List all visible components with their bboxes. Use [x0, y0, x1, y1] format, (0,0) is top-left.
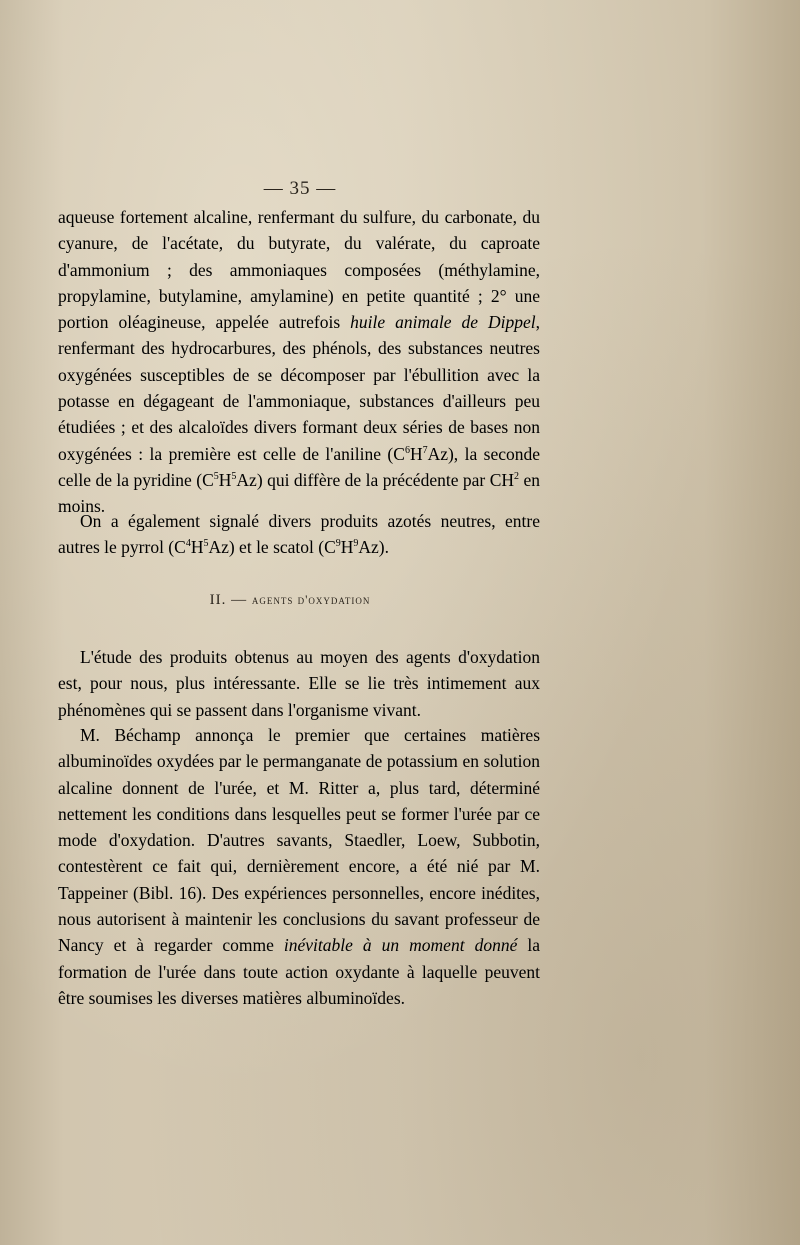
section-number: II.	[209, 592, 227, 608]
formula-sup: 6	[404, 444, 410, 456]
formula-sup: 7	[422, 444, 428, 456]
page-number: — 35 —	[263, 178, 337, 199]
formula-sup: 5	[203, 538, 209, 550]
paragraph4-italic: inévitable à un moment donné	[283, 935, 518, 956]
section-dash: —	[231, 592, 248, 608]
paragraph-neutral-products	[58, 508, 540, 561]
paragraph4-text-2: la formation de l'urée dans toute action oxydante à laquelle peuvent être soumises les diverses matières albuminoïdes.	[58, 935, 540, 1008]
paragraph2-text: On a également signalé divers produits azotés neutres, entre autres le pyrrol (C	[58, 511, 540, 558]
formula-sup: 5	[231, 471, 237, 483]
formula-sup: 9	[335, 538, 341, 550]
formula-text: Az), la seconde celle de la pyridine (C	[58, 443, 540, 490]
formula-sup: 9	[353, 538, 359, 550]
formula-sup: 4	[185, 538, 191, 550]
paragraph1-italic: huile animale de Dippel	[350, 312, 536, 333]
paragraph-oxidation-intro: L'étude des produits obtenus au moyen des agents d'oxydation est, pour nous, plus intéressante. Elle se lie très intimement aux phénomènes qui se passent dans l'organisme vivant.	[58, 647, 540, 720]
formula-sup: 5	[213, 471, 219, 483]
formula-sup: 2	[514, 471, 520, 483]
paragraph1-text: aqueuse fortement alcaline, renfermant du sulfure, du carbonate, du cyanure, de l'acétate, du butyrate, du valérate, du caproate d'ammonium ; des ammoniaques composées (méthylamine, propylamine, butylamine, amylamine) en petite quantité ; 2° une portion oléagineuse, appelée autrefois	[58, 207, 540, 333]
paragraph-bechamp	[58, 722, 540, 1011]
formula-text: en moins.	[58, 469, 540, 517]
formula-text: Az) et le scatol (C	[208, 537, 336, 558]
formula-text: H	[409, 443, 423, 464]
section-heading	[0, 592, 580, 609]
formula-text: Az).	[358, 537, 390, 558]
formula-text: H	[218, 469, 232, 490]
formula-text: H	[340, 537, 354, 558]
section-title: agents d'oxydation	[251, 592, 371, 607]
formula-text: H	[190, 537, 204, 558]
paragraph4-text: M. Béchamp annonça le premier que certaines matières albuminoïdes oxydées par le permanganate de potassium en solution alcaline donnent de l'urée, et M. Ritter a, plus tard, déterminé nettement les conditions dans lesquelles peut se former l'urée par ce mode d'oxydation. D'autres savants, Staedler, Loew, Subbotin, contestèrent ce fait qui, dernièrement encore, a été nié par M. Tappeiner (Bibl. 16). Des expériences personnelles, encore inédites, nous autorisent à maintenir les conclusions du savant professeur de Nancy et à regarder comme	[58, 725, 540, 956]
paragraph-continuation	[58, 204, 540, 520]
paragraph1-text-2: , renfermant des hydrocarbures, des phénols, des substances neutres oxygénées susceptibles de se décomposer par l'ébullition avec la potasse en dégageant de l'ammoniaque, substances d'ailleurs peu étudiées ; et des alcaloïdes divers formant deux séries de bases non oxygénées : la première est celle de l'aniline (C	[58, 312, 540, 464]
formula-text: Az) qui diffère de la précédente par CH	[236, 469, 515, 490]
